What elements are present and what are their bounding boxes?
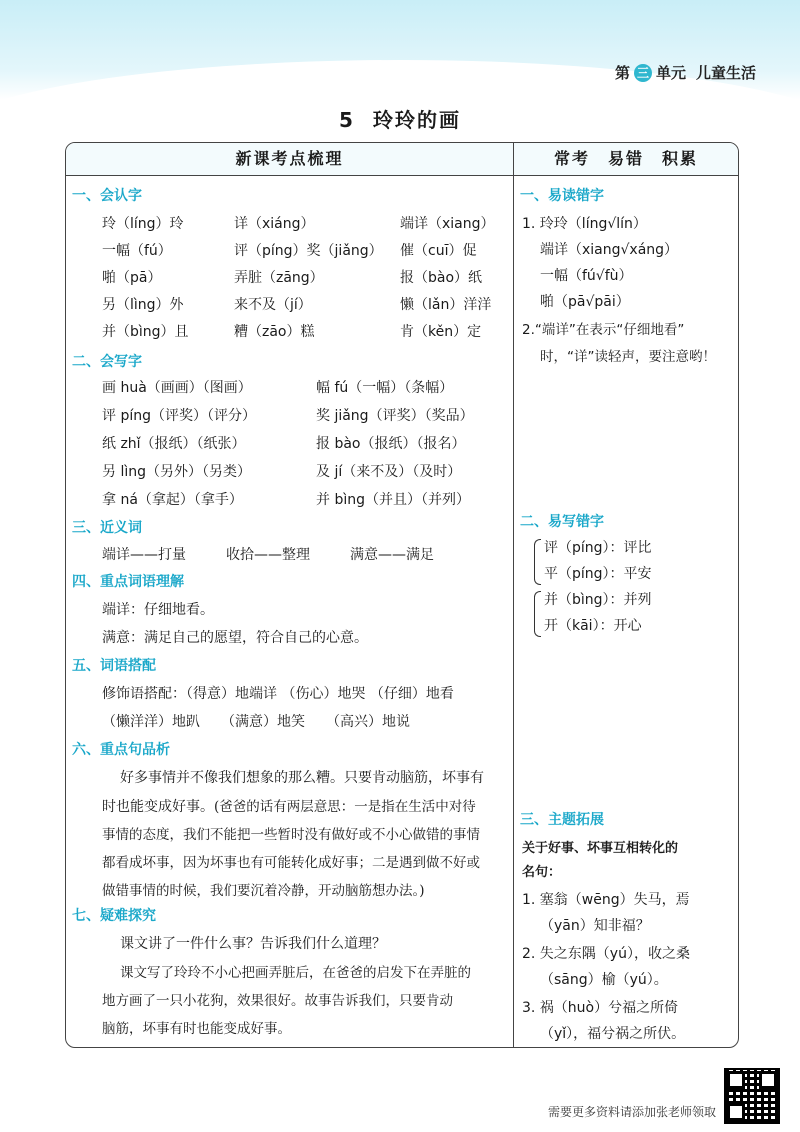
unit-label xyxy=(615,62,756,83)
lesson-title-text: 玲玲的画 xyxy=(372,108,461,132)
brace-icon xyxy=(534,539,541,585)
unit-number: 三 xyxy=(634,64,652,82)
right-section-title-3: 三、主题拓展 xyxy=(520,812,604,828)
miswrite-item: 评（píng）：评比 xyxy=(544,540,652,556)
proverb-2b: （sāng）榆（yú）。 xyxy=(540,972,668,988)
word-item: 糟（zāo）糕 xyxy=(234,324,315,340)
word-item: 玲（líng）玲 xyxy=(102,216,184,232)
qr-code-icon xyxy=(724,1068,780,1124)
theme-subtitle-2: 名句： xyxy=(522,865,562,880)
misread-line: 端详（xiang√xáng） xyxy=(540,242,679,258)
write-item: 另 lìng（另外）（另类） xyxy=(102,464,251,480)
miswrite-item: 开（kāi）：开心 xyxy=(544,618,642,634)
answer-line-3: 脑筋，坏事有时也能变成好事。 xyxy=(102,1021,291,1037)
unit-prefix: 第 xyxy=(614,64,630,82)
lesson-number: 5 xyxy=(339,108,355,132)
synonym-item: 端详——打量 xyxy=(102,547,186,563)
write-item: 幅 fú（一幅）（条幅） xyxy=(316,380,454,396)
key-sentence-line-3: 事情的态度，我们不能把一些暂时没有做好或不小心做错的事情 xyxy=(102,827,480,843)
miswrite-item: 并（bìng）：并列 xyxy=(544,592,652,608)
write-item: 奖 jiǎng（评奖）（奖品） xyxy=(316,408,474,424)
word-meaning-1: 端详：仔细地看。 xyxy=(102,602,214,618)
write-item: 报 bào（报纸）（报名） xyxy=(316,436,466,452)
key-sentence-line-2 xyxy=(102,795,476,816)
word-item: 来不及（jí） xyxy=(234,297,312,313)
section-title-4: 四、重点词语理解 xyxy=(72,574,184,590)
left-heading: 新课考点梳理 xyxy=(66,143,513,176)
word-item: 懒（lǎn）洋洋 xyxy=(400,297,492,313)
collocation-line-2: （懒洋洋）地趴 （满意）地笑 （高兴）地说 xyxy=(102,714,410,730)
write-item: 纸 zhǐ（报纸）（纸张） xyxy=(102,436,246,452)
lesson-title xyxy=(0,104,800,133)
right-section-title-1: 一、易读错字 xyxy=(520,188,604,204)
misread-line: 啪（pā√pāi） xyxy=(540,294,630,310)
footer-text: 需要更多资料请添加张老师领取 xyxy=(547,1105,716,1119)
misread-line: 1. 玲玲（líng√lín） xyxy=(522,216,647,232)
proverb-2a: 2. 失之东隅（yú），收之桑 xyxy=(522,946,690,962)
proverb-3a: 3. 祸（huò）兮福之所倚 xyxy=(522,1000,679,1016)
answer-line-2: 地方画了一只小花狗，效果很好。故事告诉我们，只要肯动 xyxy=(102,993,453,1009)
answer-line-1: 课文写了玲玲不小心把画弄脏后，在爸爸的启发下在弄脏的 xyxy=(120,965,471,981)
synonym-item: 满意——满足 xyxy=(350,547,434,563)
qr-eye xyxy=(727,1071,745,1089)
word-item: 一幅（fú） xyxy=(102,243,172,259)
key-sentence-line-4: 都看成坏事，因为坏事也有可能转化成好事；二是遇到做不好或 xyxy=(102,855,480,871)
question-line: 课文讲了一件什么事？告诉我们什么道理？ xyxy=(120,936,386,952)
section-title-1: 一、会认字 xyxy=(72,188,142,204)
key-sentence-note: (爸爸的话有两层意思：一是指在生活中对待 xyxy=(214,799,476,815)
word-item: 并（bìng）且 xyxy=(102,324,189,340)
proverb-1a: 1. 塞翁（wēng）失马，焉 xyxy=(522,892,690,908)
write-item: 及 jí（来不及）（及时） xyxy=(316,464,462,480)
brace-icon xyxy=(534,591,541,637)
write-item: 拿 ná（拿起）（拿手） xyxy=(102,492,243,508)
section-title-5: 五、词语搭配 xyxy=(72,658,156,674)
word-item: 催（cuī）促 xyxy=(400,243,477,259)
word-item: 另（lìng）外 xyxy=(102,297,184,313)
write-item: 评 píng（评奖）（评分） xyxy=(102,408,256,424)
misread-line: 一幅（fú√fù） xyxy=(540,268,633,284)
proverb-3b: （yǐ），福兮祸之所伏。 xyxy=(540,1026,686,1042)
proverb-1b: （yān）知非福？ xyxy=(540,918,650,934)
synonym-item: 收拾——整理 xyxy=(226,547,310,563)
right-section-title-2: 二、易写错字 xyxy=(520,514,604,530)
right-heading: 常考 易错 积累 xyxy=(514,143,738,176)
write-item: 并 bìng（并且）（并列） xyxy=(316,492,470,508)
word-item: 啪（pā） xyxy=(102,270,162,286)
key-sentence-line-5: 做错事情的时候，我们要沉着冷静，开动脑筋想办法。) xyxy=(102,883,425,899)
theme-subtitle-1: 关于好事、坏事互相转化的 xyxy=(522,841,679,856)
misread-note-1: 2.“端详”在表示“仔细地看” xyxy=(522,322,685,338)
right-column xyxy=(514,143,738,1047)
word-item: 报（bào）纸 xyxy=(400,270,483,286)
qr-eye xyxy=(759,1071,777,1089)
unit-name: 儿童生活 xyxy=(695,64,756,82)
miswrite-item: 平（píng）：平安 xyxy=(544,566,652,582)
collocation-line-1: 修饰语搭配：（得意）地端详 （伤心）地哭 （仔细）地看 xyxy=(102,686,454,702)
word-item: 端详（xiang） xyxy=(400,216,495,232)
left-column xyxy=(66,143,514,1047)
word-item: 评（píng）奖（jiǎng） xyxy=(234,243,383,259)
key-sentence-line-1: 好多事情并不像我们想象的那么糟。只要肯动脑筋，坏事有 xyxy=(120,770,484,786)
qr-eye xyxy=(727,1103,745,1121)
key-sentence-text: 时也能变成好事。 xyxy=(102,799,214,815)
word-item: 弄脏（zāng） xyxy=(234,270,324,286)
misread-note-2: 时，“详”读轻声，要注意哟！ xyxy=(540,349,716,365)
content-frame xyxy=(65,142,739,1048)
section-title-3: 三、近义词 xyxy=(72,520,142,536)
word-meaning-2: 满意：满足自己的愿望，符合自己的心意。 xyxy=(102,630,368,646)
section-title-6: 六、重点句品析 xyxy=(72,742,170,758)
unit-suffix: 单元 xyxy=(655,64,686,82)
section-title-2: 二、会写字 xyxy=(72,354,142,370)
section-title-7: 七、疑难探究 xyxy=(72,908,156,924)
word-item: 详（xiáng） xyxy=(234,216,315,232)
word-item: 肯（kěn）定 xyxy=(400,324,482,340)
write-item: 画 huà（画画）（图画） xyxy=(102,380,252,396)
